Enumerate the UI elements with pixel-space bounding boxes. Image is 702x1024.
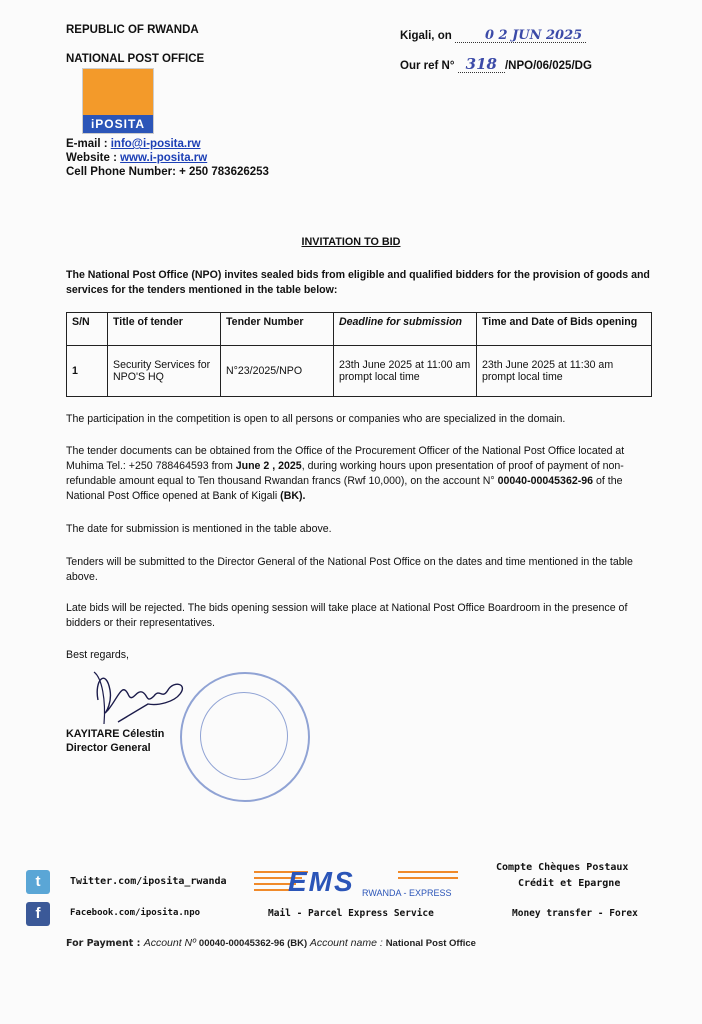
account-label: Account Nº [143, 937, 199, 949]
col-deadline: Deadline for submission [334, 313, 477, 346]
mail-service-line: Mail - Parcel Express Service [268, 908, 434, 919]
place-label: Kigali, on [400, 30, 455, 42]
website-line [66, 152, 207, 164]
paragraph-late-bids: Late bids will be rejected. The bids opening session will take place at National Post Office Boardroom in the presence of bidders or their representatives. [66, 602, 628, 629]
date-line [400, 28, 586, 43]
official-stamp [180, 672, 310, 802]
email-line [66, 138, 201, 150]
cell-sn: 1 [67, 346, 108, 397]
col-sn: S/N [67, 313, 108, 346]
p2-date: June 2 , 2025 [235, 460, 302, 472]
email-label: E-mail : [66, 138, 111, 150]
website-label: Website : [66, 152, 121, 164]
ems-logo [248, 868, 462, 904]
ref-label: Our ref N° [400, 60, 458, 72]
phone-line: Cell Phone Number: + 250 783626253 [66, 166, 269, 178]
twitter-icon: t [26, 870, 50, 894]
facebook-link[interactable]: Facebook.com/iposita.npo [70, 908, 201, 918]
ref-suffix: /NPO/06/025/DG [504, 60, 592, 72]
iposita-logo [82, 68, 154, 134]
account-name-label: Account name : [309, 937, 386, 949]
col-title: Title of tender [108, 313, 221, 346]
org-heading: NATIONAL POST OFFICE [66, 53, 205, 65]
footer-savings: Crédit et Epargne [518, 878, 621, 889]
p2-text-a: The tender documents can be obtained from the Office of the Procurement Officer of the National Post Office located at Muhima Tel.: +250 788464593 from [66, 445, 625, 472]
ems-subtitle: RWANDA - EXPRESS [362, 888, 452, 898]
cell-title: Security Services for NPO'S HQ [108, 346, 221, 397]
table-header-row [67, 313, 652, 346]
logo-text: iPOSITA [90, 117, 146, 131]
twitter-link[interactable]: Twitter.com/iposita_rwanda [70, 876, 227, 887]
ref-line [400, 55, 592, 73]
payment-label: For Payment : [66, 938, 144, 949]
p2-text-e: of the National Post Office opened at Bank of Kigali [66, 475, 623, 502]
paragraph-submission-date: The date for submission is mentioned in the table above. [66, 523, 332, 535]
tender-table [66, 312, 652, 397]
col-number: Tender Number [221, 313, 334, 346]
col-opening: Time and Date of Bids opening [477, 313, 652, 346]
p2-account: 00040-00045362-96 [497, 475, 594, 487]
payment-line [66, 937, 476, 949]
intro-paragraph: The National Post Office (NPO) invites sealed bids from eligible and qualified bidders for the provision of goods and services for the tenders mentioned in the table below: [66, 269, 650, 296]
paragraph-participation: The participation in the competition is open to all persons or companies who are specialized in the domain. [66, 413, 566, 425]
p2-text-c: , during working hours upon presentation of proof of payment of non-refundable amount equal to Ten thousand Rwandan francs (Rwf 10,000), on the account N° [66, 460, 624, 487]
best-regards: Best regards, [66, 649, 130, 661]
facebook-icon: f [26, 902, 50, 926]
signatory-role: Director General [66, 742, 151, 754]
table-row [67, 346, 652, 397]
email-link[interactable]: info@i-posita.rw [110, 138, 201, 150]
cell-opening: 23th June 2025 at 11:30 am prompt local time [477, 346, 652, 397]
date-handwritten: 0 2 JUN 2025 [484, 28, 583, 43]
p2-bank: (BK). [280, 490, 306, 502]
footer-postal-cheques: Compte Chèques Postaux [496, 862, 629, 873]
cell-number: N°23/2025/NPO [221, 346, 334, 397]
footer-money-transfer: Money transfer - Forex [512, 908, 638, 919]
page-title: INVITATION TO BID [301, 236, 401, 248]
ref-handwritten: 318 [465, 55, 497, 73]
country-heading: REPUBLIC OF RWANDA [66, 24, 199, 36]
cell-deadline: 23th June 2025 at 11:00 am prompt local time [334, 346, 477, 397]
paragraph-submission: Tenders will be submitted to the Director General of the National Post Office on the dates and time mentioned in the table above. [66, 556, 633, 583]
signatory-name: KAYITARE Célestin [66, 728, 165, 740]
paragraph-documents [66, 444, 656, 504]
website-link[interactable]: www.i-posita.rw [120, 152, 208, 164]
account-number: 00040-00045362-96 (BK) [198, 938, 310, 949]
ems-text: EMS [288, 866, 355, 897]
account-name: National Post Office [385, 938, 476, 949]
